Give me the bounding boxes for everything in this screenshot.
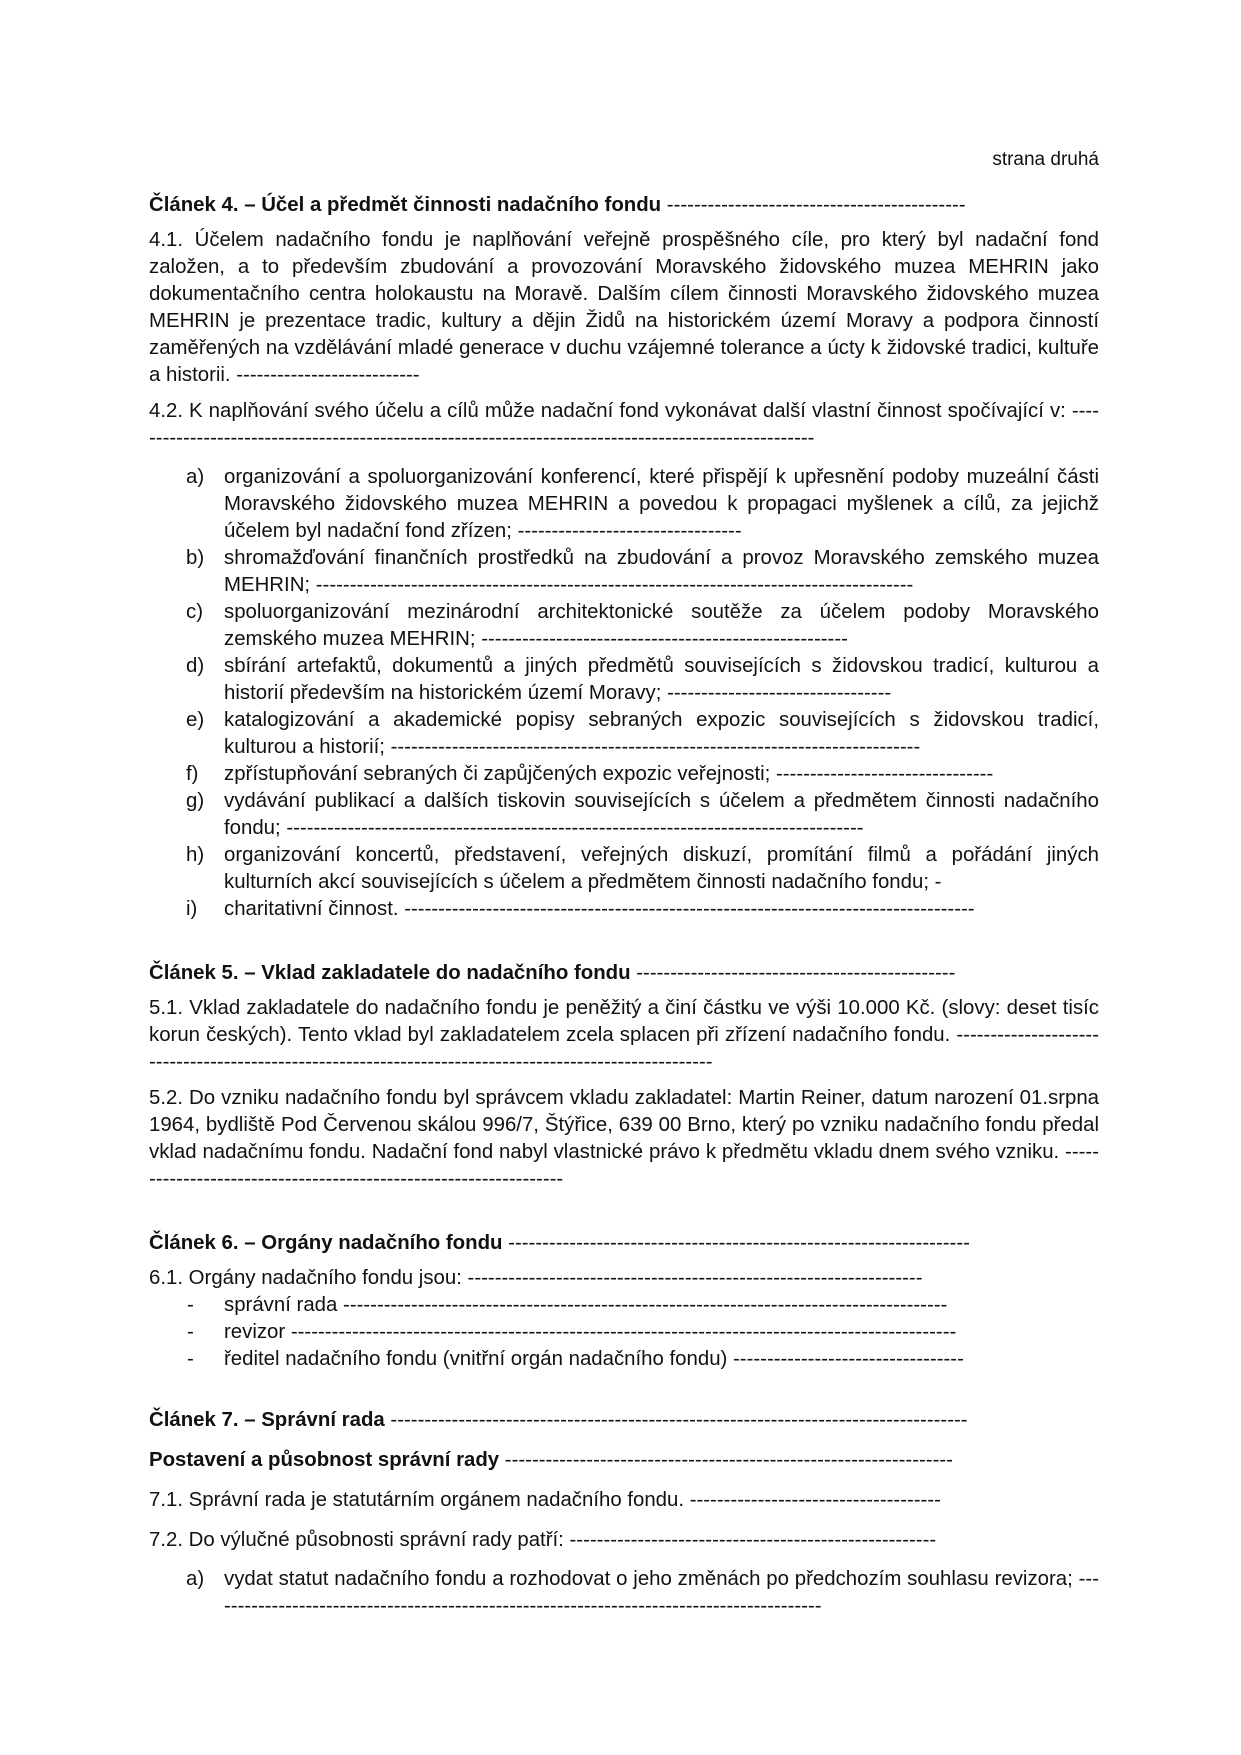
list-item — [149, 464, 1099, 545]
list-item-text: charitativní činnost. ------------------------------------------------------------------------------------ — [224, 898, 975, 920]
list-marker: a) — [186, 1568, 205, 1590]
document-body — [149, 192, 1099, 1657]
board-powers-list — [149, 1566, 1099, 1620]
article-7-subheading — [149, 1447, 1099, 1474]
list-item-text: organizování a spoluorganizování konferencí, které přispějí k upřesnění podoby muzeální části Moravského židovského muzea MEHRIN a povedou k propagaci myšlenek a cílů, za jejichž účelem byl nadační fond zřízen; --------------------------------- — [224, 466, 1099, 542]
paragraph-5-1: 5.1. Vklad zakladatele do nadačního fondu je peněžitý a činí částku ve výši 10.000 Kč. (slovy: deset tisíc korun českých). Tento vklad byl zakladatelem zcela splacen při zřízení nadačního fondu. -------------------------------------------------------------------------------------------------------- — [149, 997, 1099, 1073]
article-4-title: Článek 4. – Účel a předmět činnosti nadačního fondu — [149, 194, 662, 216]
article-6-dashes: -------------------------------------------------------------------- — [502, 1232, 970, 1254]
list-item-text: katalogizování a akademické popisy sebraných expozic souvisejících s židovskou tradicí, kulturou a historií; ------------------------------------------------------------------------------ — [224, 709, 1099, 758]
article-6-heading — [149, 1230, 1099, 1257]
list-item-text: sbírání artefaktů, dokumentů a jiných předmětů souvisejících s židovskou tradicí, kulturou a historií především na historickém území Moravy; --------------------------------- — [224, 655, 1099, 704]
list-marker: h) — [186, 844, 205, 866]
paragraph-7-1: 7.1. Správní rada je statutárním orgánem nadačního fondu. ------------------------------------- — [149, 1489, 941, 1511]
list-item — [149, 599, 1099, 653]
paragraph-6-1: 6.1. Orgány nadačního fondu jsou: ------------------------------------------------------------------- — [149, 1267, 923, 1289]
article-5-dashes: ----------------------------------------------- — [630, 962, 956, 984]
list-item — [149, 545, 1099, 599]
article-7-dashes: ------------------------------------------------------------------------------------- — [384, 1409, 968, 1431]
article-4-dashes: -------------------------------------------- — [661, 194, 966, 216]
list-item-text: spoluorganizování mezinárodní architektonické soutěže za účelem podoby Moravského zemského muzea MEHRIN; ------------------------------------------------------ — [224, 601, 1099, 650]
paragraph-4-1: 4.1. Účelem nadačního fondu je naplňování veřejně prospěšného cíle, pro který byl nadační fond založen, a to především zbudování a provozování Moravského židovského muzea MEHRIN jako dokumentačního centra holokaustu na Moravě. Dalším cílem činnosti Moravského židovského muzea MEHRIN je prezentace tradic, kultury a dějin Židů na historickém území Moravy a podpora činností zaměřených na vzdělávání mladé generace v duchu vzájemné tolerance a úcty k židovské tradici, kultuře a historii. --------------------------- — [149, 229, 1099, 386]
list-item — [149, 1292, 1099, 1319]
list-marker: - — [187, 1294, 194, 1316]
article-7-heading — [149, 1407, 1099, 1434]
page-label: strana druhá — [992, 149, 1099, 170]
list-marker: g) — [186, 790, 205, 812]
article-6-title: Článek 6. – Orgány nadačního fondu — [149, 1232, 503, 1254]
list-item — [149, 1566, 1099, 1620]
list-marker: b) — [186, 547, 205, 569]
list-item — [149, 761, 1099, 788]
article-5-heading — [149, 960, 1099, 987]
list-item — [149, 896, 1099, 923]
article-5-title: Článek 5. – Vklad zakladatele do nadačního fondu — [149, 962, 631, 984]
paragraph-4-2: 4.2. K naplňování svého účelu a cílů může nadační fond vykonávat další vlastní činnost spočívající v: ------------------------------------------------------------------------------------------------------ — [149, 400, 1099, 449]
list-marker: c) — [186, 601, 203, 623]
list-item — [149, 788, 1099, 842]
paragraph-5-2: 5.2. Do vzniku nadačního fondu byl správcem vkladu zakladatel: Martin Reiner, datum narození 01.srpna 1964, bydliště Pod Červenou skálou 996/7, Štýřice, 639 00 Brno, který po vzniku nadačního fondu předal vklad nadačnímu fondu. Nadační fond nabyl vlastnické právo k předmětu vkladu dnem svého vzniku. ------------------------------------------------------------------ — [149, 1087, 1099, 1190]
article-7-title: Článek 7. – Správní rada — [149, 1409, 385, 1431]
list-marker: - — [187, 1321, 194, 1343]
paragraph-7-2: 7.2. Do výlučné působnosti správní rady patří: ------------------------------------------------------ — [149, 1529, 937, 1551]
article-7-subheading-dashes: ------------------------------------------------------------------ — [499, 1449, 953, 1471]
list-marker: a) — [186, 466, 205, 488]
list-item-text: organizování koncertů, představení, veřejných diskuzí, promítání filmů a pořádání jiných kulturních akcí souvisejících s účelem a předmětem činnosti nadačního fondu; - — [224, 844, 1099, 893]
list-marker: d) — [186, 655, 205, 677]
article-7-subtitle: Postavení a působnost správní rady — [149, 1449, 500, 1471]
list-item — [149, 707, 1099, 761]
document-page — [149, 0, 1099, 1755]
list-marker: f) — [186, 763, 199, 785]
list-item — [149, 1319, 1099, 1346]
article-4-heading — [149, 192, 1099, 219]
list-marker: i) — [186, 898, 198, 920]
organs-list — [149, 1292, 1099, 1373]
list-item-text: vydat statut nadačního fondu a rozhodovat o jeho změnách po předchozím souhlasu revizora; ------------------------------------------------------------------------------------------- — [224, 1568, 1099, 1617]
activity-list — [149, 464, 1099, 923]
list-marker: - — [187, 1348, 194, 1370]
list-item-text: správní rada ----------------------------------------------------------------------------------------- — [224, 1294, 948, 1316]
list-item-text: ředitel nadačního fondu (vnitřní orgán nadačního fondu) ---------------------------------- — [224, 1348, 964, 1370]
list-item — [149, 842, 1099, 896]
list-marker: e) — [186, 709, 205, 731]
list-item-text: vydávání publikací a dalších tiskovin souvisejících s účelem a předmětem činnosti nadačního fondu; ------------------------------------------------------------------------------------- — [224, 790, 1099, 839]
list-item — [149, 1346, 1099, 1373]
list-item — [149, 653, 1099, 707]
list-item-text: zpřístupňování sebraných či zapůjčených expozic veřejnosti; -------------------------------- — [224, 763, 994, 785]
list-item-text: shromažďování finančních prostředků na zbudování a provoz Moravského zemského muzea MEHRIN; ---------------------------------------------------------------------------------------- — [224, 547, 1099, 596]
list-item-text: revizor -------------------------------------------------------------------------------------------------- — [224, 1321, 957, 1343]
